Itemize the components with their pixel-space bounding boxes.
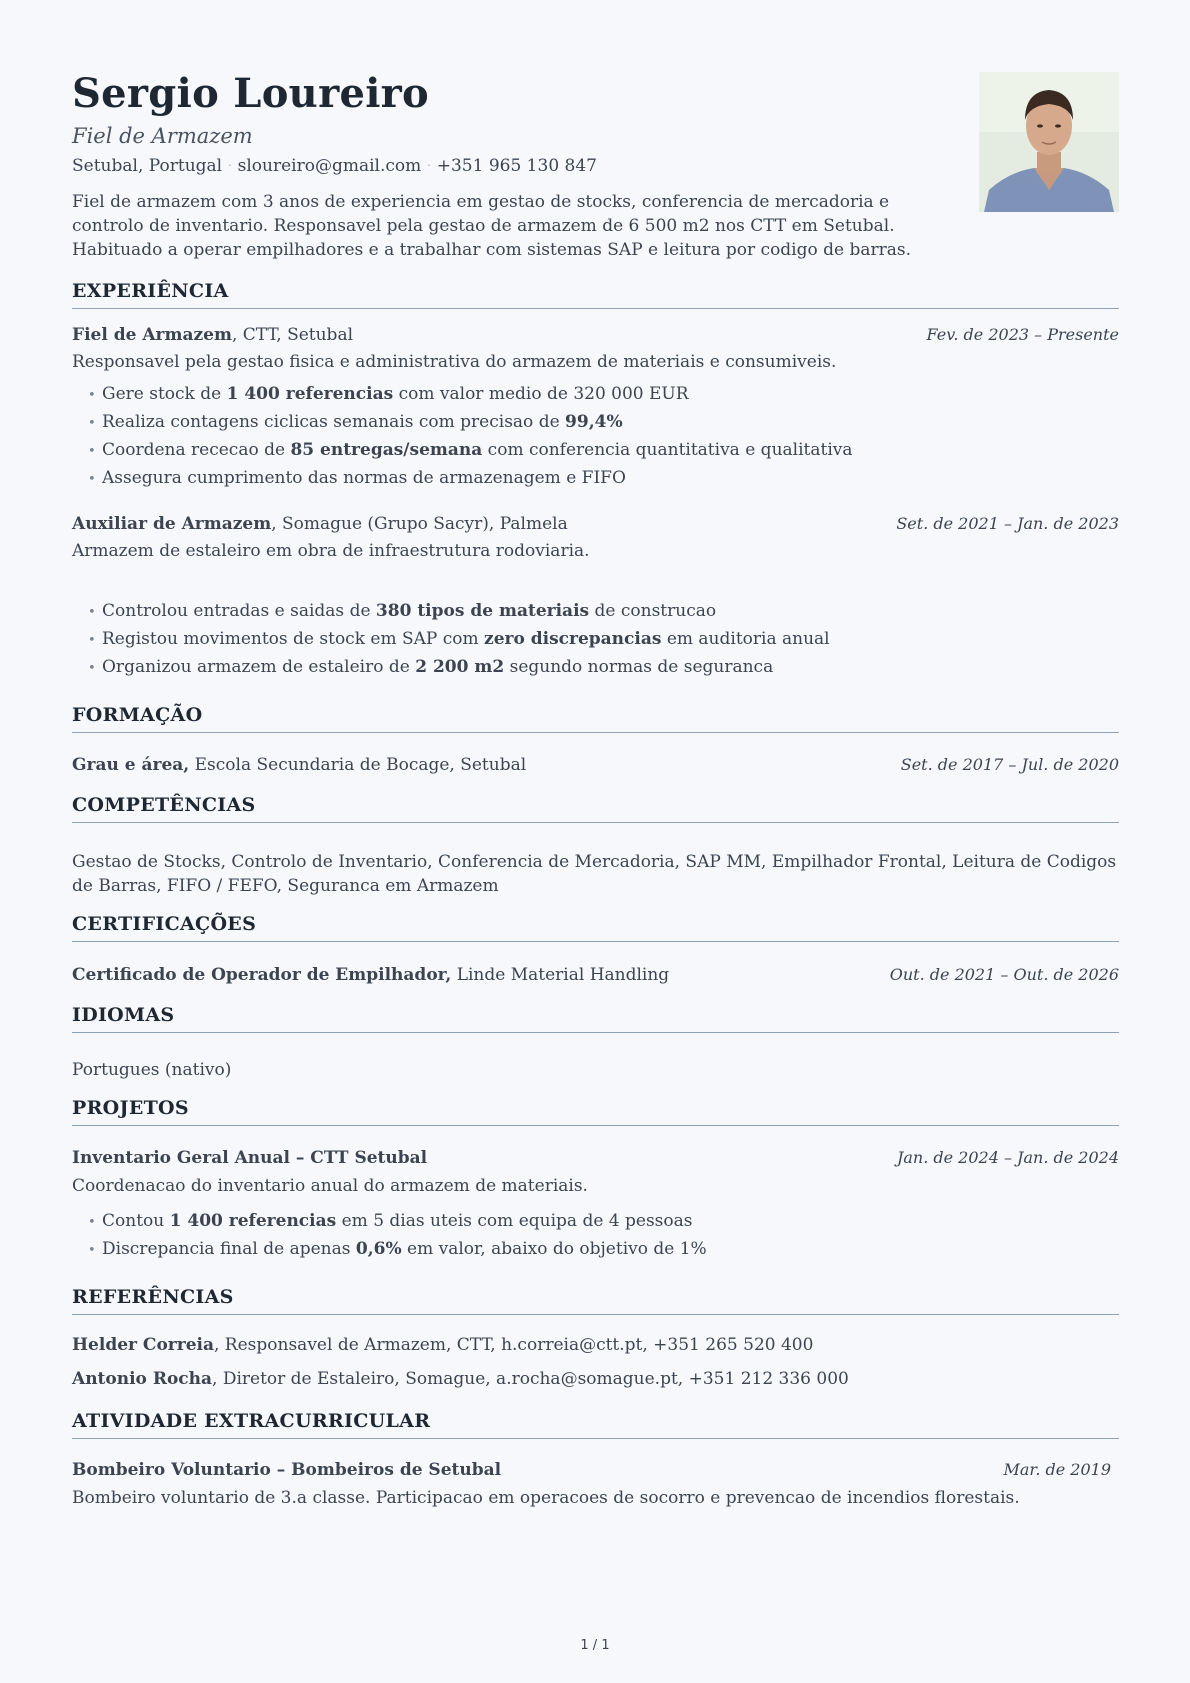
page-number: 1 / 1 <box>580 1638 610 1653</box>
reference-2 <box>72 1369 1119 1389</box>
candidate-name: Sergio Loureiro <box>72 70 430 117</box>
list-item: • Gere stock de 1 400 referencias com valor medio de 320 000 EUR <box>88 384 689 404</box>
section-title-education: FORMAÇÃO <box>72 704 1119 733</box>
reference-2-name: Antonio Rocha <box>72 1369 213 1389</box>
section-title-experience: EXPERIÊNCIA <box>72 280 1119 309</box>
reference-1 <box>72 1335 1119 1355</box>
separator-dot: · <box>228 159 232 172</box>
job-title: Fiel de Armazem <box>72 124 253 148</box>
project-description: Coordenacao do inventario anual do armazem de materiais. <box>72 1176 588 1196</box>
email-link[interactable]: sloureiro@gmail.com <box>237 156 422 176</box>
reference-2-details: , Diretor de Estaleiro, Somague, a.rocha@somague.pt, +351 212 336 000 <box>212 1369 849 1389</box>
location: Setubal, Portugal <box>72 156 223 176</box>
experience-2-role: Auxiliar de Armazem <box>72 514 272 534</box>
education-date: Set. de 2017 – Jul. de 2020 <box>900 755 1119 774</box>
extracurricular-title: Bombeiro Voluntario – Bombeiros de Setubal <box>72 1460 502 1480</box>
experience-2-description: Armazem de estaleiro em obra de infraestrutura rodoviaria. <box>72 541 590 561</box>
separator-dot: · <box>427 159 431 172</box>
skills-list: Gestao de Stocks, Controlo de Inventario, Conferencia de Mercadoria, SAP MM, Empilhador Frontal, Leitura de Codigos de Barras, FIFO / FEFO, Seguranca em Armazem <box>72 852 1117 896</box>
section-title-references: REFERÊNCIAS <box>72 1286 1119 1315</box>
extracurricular-header <box>72 1460 1119 1480</box>
languages-list: Portugues (nativo) <box>72 1060 232 1080</box>
certification-issuer: Linde Material Handling <box>451 965 670 985</box>
phone-number: +351 965 130 847 <box>436 156 597 176</box>
reference-1-name: Helder Correia <box>72 1335 214 1355</box>
certification-entry <box>72 965 1119 985</box>
project-date: Jan. de 2024 – Jan. de 2024 <box>896 1148 1119 1167</box>
experience-2-bullets <box>88 597 830 681</box>
profile-photo <box>979 72 1119 212</box>
project-bullets <box>88 1207 707 1263</box>
experience-1-date: Fev. de 2023 – Presente <box>926 325 1119 344</box>
experience-1-org: , CTT, Setubal <box>231 325 354 345</box>
contact-line <box>72 156 597 176</box>
experience-1-role: Fiel de Armazem <box>72 325 232 345</box>
project-header <box>72 1148 1119 1168</box>
experience-1-description: Responsavel pela gestao fisica e administrativa do armazem de materiais e consumiveis. <box>72 352 837 372</box>
reference-1-details: , Responsavel de Armazem, CTT, h.correia@ctt.pt, +351 265 520 400 <box>214 1335 814 1355</box>
list-item: • Assegura cumprimento das normas de armazenagem e FIFO <box>88 468 626 488</box>
extracurricular-description: Bombeiro voluntario de 3.a classe. Participacao em operacoes de socorro e prevencao de incendios florestais. <box>72 1488 1020 1508</box>
section-title-certifications: CERTIFICAÇÕES <box>72 913 1119 942</box>
section-title-projects: PROJETOS <box>72 1097 1119 1126</box>
certification-name: Certificado de Operador de Empilhador, <box>72 965 452 985</box>
certification-date: Out. de 2021 – Out. de 2026 <box>889 965 1119 984</box>
list-item: • Discrepancia final de apenas 0,6% em valor, abaixo do objetivo de 1% <box>88 1239 707 1259</box>
portrait-image <box>979 72 1119 212</box>
education-degree: Grau e área, <box>72 755 190 775</box>
extracurricular-date: Mar. de 2019 <box>1003 1460 1111 1479</box>
project-title: Inventario Geral Anual – CTT Setubal <box>72 1148 428 1168</box>
summary: Fiel de armazem com 3 anos de experiencia em gestao de stocks, conferencia de mercadoria e controlo de inventario. Responsavel pela gestao de armazem de 6 500 m2 nos CTT em Setubal. Habituado a operar empilhadores e a trabalhar com sistemas SAP e leitura por codigo de barras. <box>72 192 912 260</box>
list-item: • Coordena rececao de 85 entregas/semana com conferencia quantitativa e qualitativa <box>88 440 853 460</box>
experience-1-header <box>72 325 1119 345</box>
list-item: • Contou 1 400 referencias em 5 dias uteis com equipa de 4 pessoas <box>88 1211 693 1231</box>
experience-2-date: Set. de 2021 – Jan. de 2023 <box>896 514 1119 533</box>
list-item: • Realiza contagens ciclicas semanais com precisao de 99,4% <box>88 412 623 432</box>
list-item: • Registou movimentos de stock em SAP com zero discrepancias em auditoria anual <box>88 629 830 649</box>
experience-2-org: , Somague (Grupo Sacyr), Palmela <box>271 514 568 534</box>
experience-1-bullets <box>88 380 853 492</box>
education-entry <box>72 755 1119 775</box>
section-title-extracurricular: ATIVIDADE EXTRACURRICULAR <box>72 1410 1119 1439</box>
resume-page <box>72 0 1119 1683</box>
section-title-languages: IDIOMAS <box>72 1004 1119 1033</box>
list-item: • Organizou armazem de estaleiro de 2 200 m2 segundo normas de seguranca <box>88 657 774 677</box>
education-school: Escola Secundaria de Bocage, Setubal <box>189 755 527 775</box>
section-title-skills: COMPETÊNCIAS <box>72 794 1119 823</box>
list-item: • Controlou entradas e saidas de 380 tipos de materiais de construcao <box>88 601 717 621</box>
experience-2-header <box>72 514 1119 534</box>
